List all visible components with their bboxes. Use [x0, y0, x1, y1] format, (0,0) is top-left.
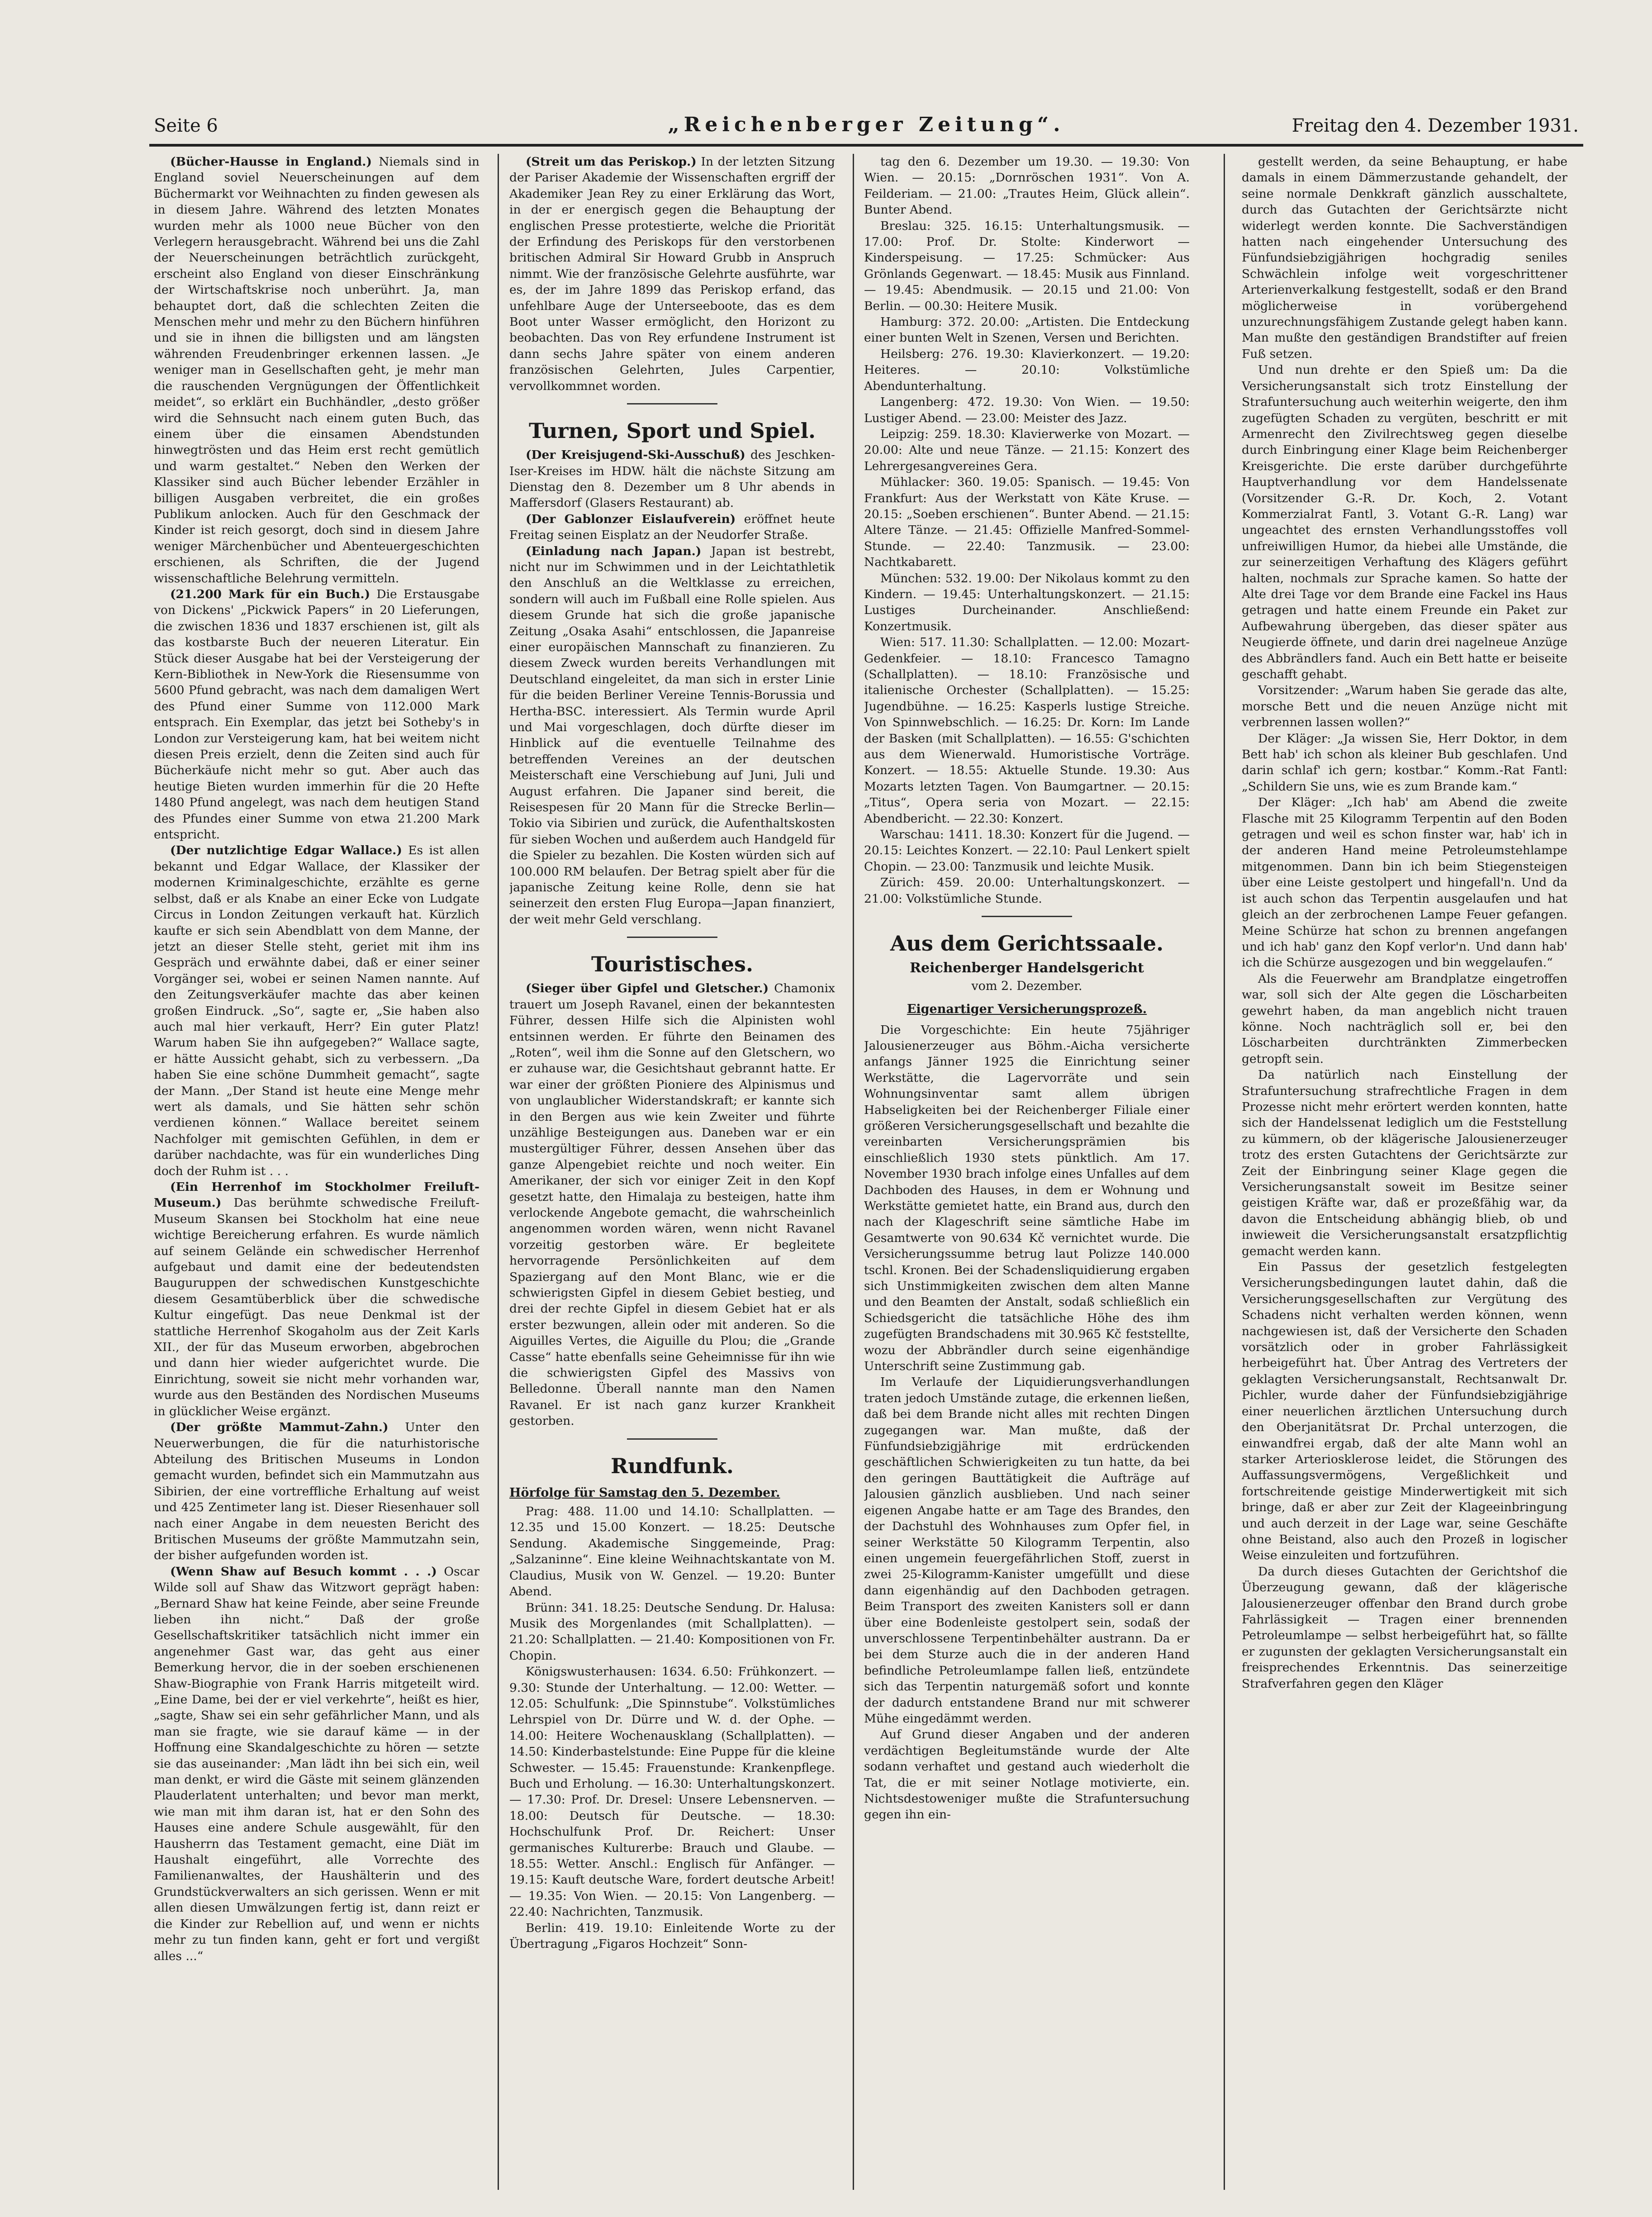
page-number: Seite 6	[154, 115, 218, 136]
article: (Bücher-Hausse in England.) Niemals sind in England soviel Neuerscheinungen auf dem Büchermarkt vor Weihnachten zu finden gewesen als in diesem Jahre. Während des letzten Monates wurden mehr als 1000 neue Bücher von den Verlegern herausgebracht. Während bei uns die Zahl der Neuerscheinungen beträchtlich zurückgeht, erscheint also England von dieser Einschränkung der Wirtschaftskrise noch unberührt. Ja, man behauptet dort, daß die schlechten Zeiten die Menschen mehr und mehr zu den Büchern hinführen und sie in ihnen die billigsten und am längsten währenden Freudenbringer erkennen lassen. „Je weniger man in Gesellschaften geht, je mehr man die rauschenden Vergnügungen der Öffentlichkeit meidet“, so erklärt ein Buchhändler, „desto größer wird die Sehnsucht nach einem guten Buch, das einem über die einsamen Abendstunden hinwegtrösten und das Heim erst recht gemütlich und warm gestaltet.“ Neben den Werken der Klassiker sind auch Bücher lebender Erzähler in billigen Ausgaben verbreitet, die ein großes Publikum anlocken. Auch für den Geschmack der Kinder ist reich gesorgt, doch sind in diesem Jahre weniger Märchenbücher und Abenteuergeschichten erschienen, als Schriften, die der Jugend wissenschaftliche Belehrung vermitteln.	[154, 155, 479, 585]
radio-listing: München: 532. 19.00: Der Nikolaus kommt zu den Kindern. — 19.45: Unterhaltungskonzert. — 21.15: Lustiges Durcheinander. Anschließend: Konzertmusik.	[864, 571, 1190, 633]
radio-listing: Leipzig: 259. 18.30: Klavierwerke von Mozart. — 20.00: Alte und neue Tänze. — 21.15: Konzert des Lehrergesangvereines Gera.	[864, 427, 1190, 473]
article: (Der nutzlichtige Edgar Wallace.) Es ist allen bekannt und Edgar Wallace, der Klassiker der modernen Kriminalgeschichte, erzählte es gerne selbst, daß er als Knabe an einer Ecke von Ludgate Circus in London Zeitungen verkauft hat. Kürzlich kaufte er sich sein Abendblatt von dem Manne, der jetzt an dieser Stelle steht, geriet mit ihm ins Gespräch und erwähnte dabei, daß er einer seiner Vorgänger sei, wobei er seinen Namen nannte. Auf den Zeitungsverkäufer machte das aber keinen großen Eindruck. „So“, sagte er, „Sie haben also auch mal hier verkauft, Herr? Ein guter Platz! Warum haben Sie ihn aufgegeben?“ Wallace sagte, er hätte Aussicht gehabt, sich zu verbessern. „Da haben Sie eine schöne Dummheit gemacht“, sagte der Mann. „Der Stand ist heute eine Menge mehr wert als damals, und Sie hätten sehr schön verdienen können.“ Wallace bereitet seinem Nachfolger mit gemischten Gefühlen, in dem er darüber nachdachte, was für ein wunderliches Ding doch der Ruhm ist . . .	[154, 843, 479, 1178]
radio-listing: Heilsberg: 276. 19.30: Klavierkonzert. — 19.20: Heiteres. — 20.10: Volkstümliche Abendunterhaltung.	[864, 347, 1190, 393]
paragraph: Da natürlich nach Einstellung der Strafuntersuchung strafrechtliche Fragen in dem Prozesse nicht mehr erörtert werden konnten, hatte sich der Handelssenat lediglich um die Feststellung zu kümmern, ob der klägerische Jalousienerzeuger trotz des ersten Gutachtens der Gerichtsärzte zur Zeit der Einbringung seiner Klage gegen die Versicherungsanstalt soweit im Besitze seiner geistigen Kräfte war, daß er prozeßfähig war, da davon die Entscheidung abhängig blieb, ob und inwieweit die Versicherungsanstalt ersatzpflichtig gemacht werden kann.	[1242, 1068, 1567, 1258]
paragraph: Und nun drehte er den Spieß um: Da die Versicherungsanstalt sich trotz Einstellung der Strafuntersuchung auch weiterhin weigerte, den ihm zugefügten Schaden zu vergüten, beschritt er mit Armenrecht den Zivilrechtsweg gegen dieselbe durch Einbringung einer Klage beim Reichenberger Kreisgerichte. Die erste darüber durchgeführte Hauptverhandlung vor dem Handelssenate (Vorsitzender G.-R. Dr. Koch, 2. Votant Kommerzialrat Fantl, 3. Votant G.-R. Lang) war ungeachtet des ernsten Verhandlungsstoffes voll unfreiwilligen Humor, da hiebei alle Umstände, die zur seinerzeitigen Verhaftung des Klägers geführt halten, nochmals zur Sprache kamen. So hatte der Alte drei Tage vor dem Brande eine Fackel ins Haus getragen und hatte einem Freunde ein Paket zur Aufbewahrung übergeben, das dieser später aus Neugierde öffnete, und darin drei nagelneue Anzüge des Abbrändlers fand. Auch ein Bett hatte er beiseite geschafft gehabt.	[1242, 363, 1567, 681]
page-header	[154, 111, 1579, 143]
paragraph: Vorsitzender: „Warum haben Sie gerade das alte, morsche Bett und die neuen Anzüge nicht mit verbrennen lassen wollen?“	[1242, 683, 1567, 730]
column-rule	[498, 154, 499, 2190]
section-heading-sport: Turnen, Sport und Spiel.	[528, 419, 816, 443]
article: (Wenn Shaw auf Besuch kommt . . .) Oscar Wilde soll auf Shaw das Witzwort geprägt haben: „Bernard Shaw hat keine Feinde, aber seine Freunde lieben ihn nicht.“ Daß der große Gesellschaftskritiker tatsächlich nicht immer ein angenehmer Gast war, das geht aus einer Bemerkung hervor, die in der soeben erschienenen Shaw-Biographie von Frank Harris mitgeteilt wird. „Eine Dame, bei der er viel verkehrte“, heißt es hier, „sagte, Shaw sei ein sehr gefährlicher Mann, und als man sie fragte, wie sie darauf käme — in der Hoffnung eine Skandalgeschichte zu hören — setzte sie das auseinander: ‚Man lädt ihn bei sich ein, weil man denkt, er wird die Gäste mit seinem glänzenden Plauderlatent unterhalten; und bevor man merkt, wie man mit ihm daran ist, hat er den Sohn des Hauses eine andere Schule ausgewählt, für den Hausherrn das Testament gemacht, eine Diät im Haushalt eingeführt, alle Vorrechte des Familienanwaltes, der Haushälterin und des Grundstückverwalters an sich gerissen. Wenn er mit allen diesen Umwälzungen fertig ist, dann reizt er die Kinder zur Rebellion auf, und wenn er nichts mehr zu tun finden kann, geht er fort und vergißt alles ...“	[154, 1564, 479, 1963]
paragraph: Ein Passus der gesetzlich festgelegten Versicherungsbedingungen lautet dahin, daß die Versicherungsgesellschaften zur Vergütung des Schadens nicht verhalten werden können, wenn nachgewiesen ist, daß der Versicherte den Schaden vorsätzlich oder in grober Fahrlässigkeit herbeigeführt hat. Über Antrag des Vertreters der geklagten Versicherungsanstalt, Rechtsanwalt Dr. Pichler, wurde daher der Fünfundsiebzigjährige einer neuerlichen ärztlichen Untersuchung durch den Oberjanitätsrat Dr. Prchal unterzogen, die einwandfrei ergab, daß der alte Mann wohl an starker Arteriosklerose leidet, die Störungen des Auffassungsvermögens, Vergeßlichkeit und fortschreitende geistige Minderwertigkeit mit sich bringe, daß er aber zur Zeit der Klageeinbringung und auch derzeit in der Lage war, seine Geschäfte ohne Beistand, also auch den Prozeß in logischer Weise einzuleiten und fortzuführen.	[1242, 1260, 1567, 1563]
radio-listing: Hamburg: 372. 20.00: „Artisten. Die Entdeckung einer bunten Welt in Szenen, Versen und Berichten.	[864, 315, 1190, 345]
section-divider	[627, 1438, 717, 1440]
radio-listing: Wien: 517. 11.30: Schallplatten. — 12.00: Mozart-Gedenkfeier. — 18.10: Francesco Tamagno (Schallplatten). — 18.10: Französische und italienische Orchester (Schallplatten). — 15.25: Jugendbühne. — 16.25: Kasperls lustige Streiche. Von Spinnwebschlich. — 16.25: Dr. Korn: Im Lande der Basken (mit Schallplatten). — 16.55: G'schichten aus dem Wienerwald. Humoristische Vorträge. Konzert. — 18.55: Aktuelle Stunde. 19.30: Aus Mozarts letzten Tagen. Von Baumgartner. — 20.15: „Titus“, Opera seria von Mozart. — 22.15: Abendbericht. — 22.30: Konzert.	[864, 635, 1190, 826]
header-rule	[149, 144, 1583, 147]
paragraph: Im Verlaufe der Liquidierungsverhandlungen traten jedoch Umstände zutage, die erkennen ließen, daß bei dem Brande nicht alles mit rechten Dingen zugegangen war. Man mußte, daß der Fünfundsiebzigjährige mit erdrückenden geschäftlichen Schwierigkeiten zu tun hatte, da bei den geringen Bauttätigkeit die Aufträge auf Jalousien gänzlich ausblieben. Und nach seiner eigenen Angabe hatte er am Tage des Brandes, den der Dachstuhl des Wohnhauses zum Opfer fiel, in seiner Werkstätte 50 Kilogramm Terpentin, also einen ungemein feuergefährlichen Stoff, zuerst in zwei 25-Kilogramm-Kanister umgefüllt und diese dann eigenhändig auf den Dachboden getragen. Beim Transport des zweiten Kanisters soll er dann über eine Bodenleiste gestolpert sein, sodaß der unverschlossene Terpentinbehälter austrann. Da er bei dem Sturze auch die in der anderen Hand befindliche Petroleumlampe fallen ließ, entzündete sich das Terpentin naturgemäß sofort und konnte der dadurch entstandene Brand nur mit schwerer Mühe eingedämmt werden.	[864, 1375, 1190, 1726]
article: (21.200 Mark für ein Buch.) Die Erstausgabe von Dickens' „Pickwick Papers“ in 20 Lieferungen, die zwischen 1836 und 1837 erschienen ist, gilt als das kostbarste Buch der neueren Literatur. Ein Stück dieser Ausgabe hat bei der Versteigerung der Kern-Bibliothek in New-York die Riesensumme von 5600 Pfund gebracht, was nach dem damaligen Wert des Pfund einer Summe von 112.000 Mark entsprach. Ein Exemplar, das jetzt bei Sotheby's in London zur Versteigerung kam, hat bei weitem nicht diesen Preis erzielt, denn die Zeiten sind auch für Bücherkäufe nicht mehr so gut. Aber auch das heutige Bieten wurden immerhin für die 20 Hefte 1480 Pfund angelegt, was nach dem heutigen Stand des Pfundes einer Summe von etwa 21.200 Mark entspricht.	[154, 587, 479, 842]
radio-listing: Warschau: 1411. 18.30: Konzert für die Jugend. — 20.15: Leichtes Konzert. — 22.10: Paul Lenkert spielt Chopin. — 23.00: Tanzmusik und leichte Musik.	[864, 828, 1190, 874]
column-2	[509, 154, 835, 2208]
section-divider	[627, 937, 717, 938]
column-3	[864, 154, 1190, 2208]
article: (Der Gablonzer Eislaufverein) eröffnet heute Freitag seinen Eisplatz an der Neudorfer Straße.	[509, 512, 835, 542]
column-1	[154, 154, 479, 2208]
radio-listing: Zürich: 459. 20.00: Unterhaltungskonzert. — 21.00: Volkstümliche Stunde.	[864, 875, 1190, 906]
radio-listing: Königswusterhausen: 1634. 6.50: Frühkonzert. — 9.30: Stunde der Unterhaltung. — 12.00: Wetter. — 12.05: Schulfunk: „Die Spinnstube“. Volkstümliches Lehrspiel von Dr. Dürre und W. d. der Ophe. — 14.00: Heitere Wochenausklang (Schallplatten). — 14.50: Kinderbastelstunde: Eine Puppe für die kleine Schwester. — 15.45: Frauenstunde: Krankenpflege. Buch und Erholung. — 16.30: Unterhaltungskonzert. — 17.30: Prof. Dr. Dresel: Unsere Lebensnerven. — 18.00: Deutsch für Deutsche. — 18.30: Hochschulfunk Prof. Dr. Reichert: Unser germanisches Kulturerbe: Brauch und Glaube. — 18.55: Wetter. Anschl.: Englisch für Anfänger. — 19.15: Kauft deutsche Ware, fordert deutsche Arbeit! — 19.35: Von Wien. — 20.15: Von Langenberg. — 22.40: Nachrichten, Tanzmusik.	[509, 1665, 835, 1919]
paragraph: Als die Feuerwehr am Brandplatze eingetroffen war, soll sich der Alte gegen die Löscharbeiten gewehrt haben, da man angeblich nicht trauen könne. Noch nachträglich soll er, bei den Löscharbeiten durchtränkten Zimmerbecken getropft sein.	[1242, 971, 1567, 1066]
article: (Der größte Mammut-Zahn.) Unter den Neuerwerbungen, die für die naturhistorische Abteilung des Britischen Museums in London gemacht wurden, befindet sich ein Mammutzahn aus Sibirien, der eine vortreffliche Erhaltung auf weist und 425 Zentimeter lang ist. Dieser Riesenhauer soll nach einer Angabe in dem neuesten Bericht des Britischen Museums der größte Mammutzahn sein, der bisher aufgefunden worden ist.	[154, 1420, 479, 1563]
article: (Sieger über Gipfel und Gletscher.) Chamonix trauert um Joseph Ravanel, einen der bekanntesten Führer, dessen Hilfe sich die Alpinisten wohl entsinnen werden. Er führte den Beinamen des „Roten“, weil ihm die Sonne auf den Gletschern, wo er zuhause war, die Gesichtshaut gebrannt hatte. Er war einer der größten Pioniere des Alpinismus und von unglaublicher Widerstandskraft; er kannte sich in den Bergen aus wie kein Zweiter und führte unzählige Besteigungen aus. Daneben war er ein mustergültiger Führer, dessen Ansehen über das ganze Alpengebiet reichte und noch weiter. Ein Amerikaner, der sich vor einiger Zeit in den Kopf gesetzt hatte, den Himalaja zu besteigen, hatte ihm verlockende Angebote gemacht, die wahrscheinlich angenommen worden wären, wenn nicht Ravanel vorzeitig gestorben wäre. Er begleitete hervorragende Persönlichkeiten auf dem Spaziergang auf den Mont Blanc, wie er die schwierigsten Gipfel in diesem Gebiet bestieg, und drei der rechte Gipfel in diesem Gebiet hat er als erster bezwungen, allein oder mit anderen. So die Aiguilles Vertes, die Aiguille du Plou; die „Grande Casse“ hatte ebenfalls seine Geheimnisse für ihn wie die schwierigsten Gipfel des Massivs von Belledonne. Überall nannte man den Namen Ravanel. Er ist nach ganz kurzer Krankheit gestorben.	[509, 981, 835, 1428]
article: (Streit um das Periskop.) In der letzten Sitzung der Pariser Akademie der Wissenschaften ergriff der Akademiker Jean Rey zu einer Erklärung das Wort, in der er energisch gegen die Behauptung der englischen Presse protestierte, welche die Priorität der Erfindung des Periskops für den verstorbenen britischen Admiral Sir Howard Grubb in Anspruch nimmt. Wie der französische Gelehrte ausführte, war es, der im Jahre 1899 das Periskop erfand, das unfehlbare Auge der Unterseeboote, das es dem Boot unter Wasser ermöglicht, den Horizont zu beobachten. Das von Rey erfundene Instrument ist dann sechs Jahre später von einem anderen französischen Gelehrten, Jules Carpentier, vervollkommnet worden.	[509, 155, 835, 393]
paragraph: Der Kläger: „Ja wissen Sie, Herr Doktor, in dem Bett hab' ich schon als kleiner Bub geschlafen. Und darin schlaf' ich gern; kostbar.“ Komm.-Rat Fantl: „Schildern Sie uns, wie es zum Brande kam.“	[1242, 731, 1567, 794]
paragraph: Der Kläger: „Ich hab' am Abend die zweite Flasche mit 25 Kilogramm Terpentin auf den Boden getragen und weil es schon finster war, hab' ich in der anderen Hand meine Petroleumstehlampe mitgenommen. Dann bin ich beim Stiegensteigen über eine Leiste gestolpert und hingefall'n. Und da ist auch schon das Terpentin ausgelaufen und hat gleich an der zerbrochenen Lampe Feuer gefangen. Meine Schürze hat schon zu brennen angefangen und ich hab' ganz den Kopf verlor'n. Und dann hab' ich die Schürze ausgezogen und bin weggelaufen.“	[1242, 795, 1567, 970]
radio-listing: tag den 6. Dezember um 19.30. — 19.30: Von Wien. — 20.15: „Dornröschen 1931“. Von A. Feilderiam. — 21.00: „Trautes Heim, Glück allein“. Bunter Abend.	[864, 155, 1190, 217]
radio-listing: Brünn: 341. 18.25: Deutsche Sendung. Dr. Halusa: Musik des Morgenlandes (mit Schallplatten). — 21.20: Schallplatten. — 21.40: Kompositionen von Fr. Chopin.	[509, 1600, 835, 1663]
radio-listing: Langenberg: 472. 19.30: Von Wien. — 19.50: Lustiger Abend. — 23.00: Meister des Jazz.	[864, 395, 1190, 425]
radio-listing: Berlin: 419. 19.10: Einleitende Worte zu der Übertragung „Figaros Hochzeit“ Sonn-	[509, 1921, 835, 1951]
court-date: vom 2. Dezember.	[971, 979, 1082, 994]
article: (Einladung nach Japan.) Japan ist bestrebt, nicht nur im Schwimmen und in der Leichtathletik den Anschluß an die Weltklasse zu erreichen, sondern will auch im Fußball eine Rolle spielen. Aus diesem Grunde hat sich die große japanische Zeitung „Osaka Asahi“ entschlossen, die Japanreise einer europäischen Mannschaft zu finanzieren. Zu diesem Zweck wurden bereits Verhandlungen mit Deutschland eingeleitet, da man sich in erster Linie für die beiden Berliner Vereine Tennis-Borussia und Hertha-BSC. interessiert. Als Termin wurde April und Mai vorgeschlagen, doch dürfte dieser im Hinblick auf die eventuelle Teilnahme des betreffenden Vereines an der deutschen Meisterschaft eine Verschiebung auf Juni, Juli und August erfahren. Die Japaner sind bereit, die Reisespesen für 20 Mann für die Strecke Berlin—Tokio via Sibirien und zurück, die Aufenthaltskosten für sieben Wochen und außerdem auch Handgeld für die Spieler zu bezahlen. Die Kosten würden sich auf 100.000 RM belaufen. Der Betrag spielt aber für die japanische Zeitung keine Rolle, denn sie hat seinerzeit den ersten Flug Europa—Japan finanziert, der weit mehr Geld verschlang.	[509, 544, 835, 927]
section-divider	[982, 916, 1072, 917]
case-title: Eigenartiger Versicherungsprozeß.	[907, 1002, 1147, 1017]
paragraph: Auf Grund dieser Angaben und der anderen verdächtigen Begleitumstände wurde der Alte sodann verhaftet und gestand auch wiederholt die Tat, die er mit seiner Notlage motivierte, ein. Nichtsdestoweniger mußte die Strafuntersuchung gegen ihn ein-	[864, 1727, 1190, 1822]
paragraph: Da durch dieses Gutachten der Gerichtshof die Überzeugung gewann, daß der klägerische Jalousienerzeuger offenbar den Brand durch grobe Fahrlässigkeit — Tragen einer brennenden Petroleumlampe — selbst herbeigeführt hat, so fällte er zugunsten der geklagten Versicherungsanstalt ein freisprechendes Erkenntnis. Das seinerzeitige Strafverfahren gegen den Kläger	[1242, 1564, 1567, 1691]
article: (Ein Herrenhof im Stockholmer Freiluft-Museum.) Das berühmte schwedische Freiluft-Museum Skansen bei Stockholm hat eine neue wichtige Bereicherung erfahren. Es wurde nämlich auf seinem Gelände ein schwedischer Herrenhof aufgebaut und damit eine der bedeutendsten Bauguruppen der schwedischen Kunstgeschichte diesem Gesamtüberblick über die schwedische Kultur eingefügt. Das neue Denkmal ist der stattliche Herrenhof Skogaholm aus der Zeit Karls XII., der für das Museum erworben, abgebrochen und dann hier wieder aufgerichtet wurde. Die Einrichtung, soweit sie nicht mehr vorhanden war, wurde aus den Beständen des Nordischen Museums in glücklicher Weise ergänzt.	[154, 1180, 479, 1418]
paragraph: Die Vorgeschichte: Ein heute 75jähriger Jalousienerzeuger aus Böhm.-Aicha versicherte anfangs Jänner 1925 die Einrichtung seiner Werkstätte, die Lagervorräte und sein Wohnungsinventar samt allem übrigen Habseligkeiten bei der Reichenberger Filiale einer größeren Versicherungsgesellschaft und bezahlte die vereinbarten Versicherungsprämien bis einschließlich 1930 stets pünktlich. Am 17. November 1930 brach infolge eines Unfalles auf dem Dachboden des Hauses, in dem er Wohnung und Werkstätte gemietet hatte, ein Brand aus, durch den nach der Klageschrift seine sämtliche Habe im Gesamtwerte von 90.634 Kč vernichtet wurde. Die Versicherungssumme betrug laut Polizze 140.000 tschl. Kronen. Bei der Schadensliquidierung ergaben sich Unstimmigkeiten zwischen dem alten Manne und den Beamten der Anstalt, sodaß schließlich ein Schiedsgericht die tatsächliche Höhe des ihm zugefügten Brandschadens mit 30.965 Kč feststellte, wozu der Abbrändler durch seine eigenhändige Unterschrift seine Zustimmung gab.	[864, 1023, 1190, 1374]
radio-listing: Prag: 488. 11.00 und 14.10: Schallplatten. — 12.35 und 15.00 Konzert. — 18.25: Deutsche Sendung. Akademische Singgemeinde, Prag: „Salzaninne“. Eine kleine Weihnachtskantate von M. Claudius, Musik von W. Genzel. — 19.20: Bunter Abend.	[509, 1504, 835, 1599]
radio-listing: Breslau: 325. 16.15: Unterhaltungsmusik. — 17.00: Prof. Dr. Stolte: Kinderwort — Kinderspeisung. — 17.25: Schmücker: Aus Grönlands Gegenwart. — 18.45: Musik aus Finnland. — 19.45: Abendmusik. — 20.15 und 21.00: Von Berlin. — 00.30: Heitere Musik.	[864, 219, 1190, 313]
section-heading-radio: Rundfunk.	[611, 1453, 734, 1478]
section-heading-court: Aus dem Gerichtssaale.	[890, 931, 1164, 956]
newspaper-title: „Reichenberger Zeitung“.	[668, 113, 1065, 136]
paragraph: gestellt werden, da seine Behauptung, er habe damals in einem Dämmerzustande gehandelt, der seine normale Denkkraft gänzlich ausschaltete, durch das Gutachten der Gerichtsärzte nicht widerlegt werden konnte. Die Sachverständigen hatten nach eingehender Untersuchung des Fünfundsiebzigjährigen hochgradig seniles Schwächlein infolge weit vorgeschrittener Arterienverkalkung festgestellt, sodaß er den Brand möglicherweise in vorübergehend unzurechnungsfähigem Zustande gelegt haben kann. Man mußte den geständigen Brandstifter auf freien Fuß setzen.	[1242, 155, 1567, 361]
radio-listing: Mühlacker: 360. 19.05: Spanisch. — 19.45: Von Frankfurt: Aus der Werkstatt von Käte Kruse. — 20.15: „Soeben erschienen“. Bunter Abend. — 21.15: Altere Tänze. — 21.45: Offizielle Manfred-Sommel-Stunde. — 22.40: Tanzmusik. — 23.00: Nachtkabarett.	[864, 475, 1190, 570]
section-heading-tourism: Touristisches.	[591, 952, 753, 977]
court-name: Reichenberger Handelsgericht	[910, 960, 1144, 976]
article: (Der Kreisjugend-Ski-Ausschuß) des Jeschken-Iser-Kreises im HDW. hält die nächste Sitzung am Dienstag den 8. Dezember um 8 Uhr abends in Maffersdorf (Glasers Restaurant) ab.	[509, 448, 835, 510]
column-rule	[1224, 154, 1225, 2190]
column-4	[1242, 154, 1567, 2208]
column-rule	[853, 154, 854, 2190]
issue-date: Freitag den 4. Dezember 1931.	[1291, 115, 1579, 136]
radio-schedule-title: Hörfolge für Samstag den 5. Dezember.	[509, 1485, 780, 1500]
section-divider	[627, 403, 717, 404]
